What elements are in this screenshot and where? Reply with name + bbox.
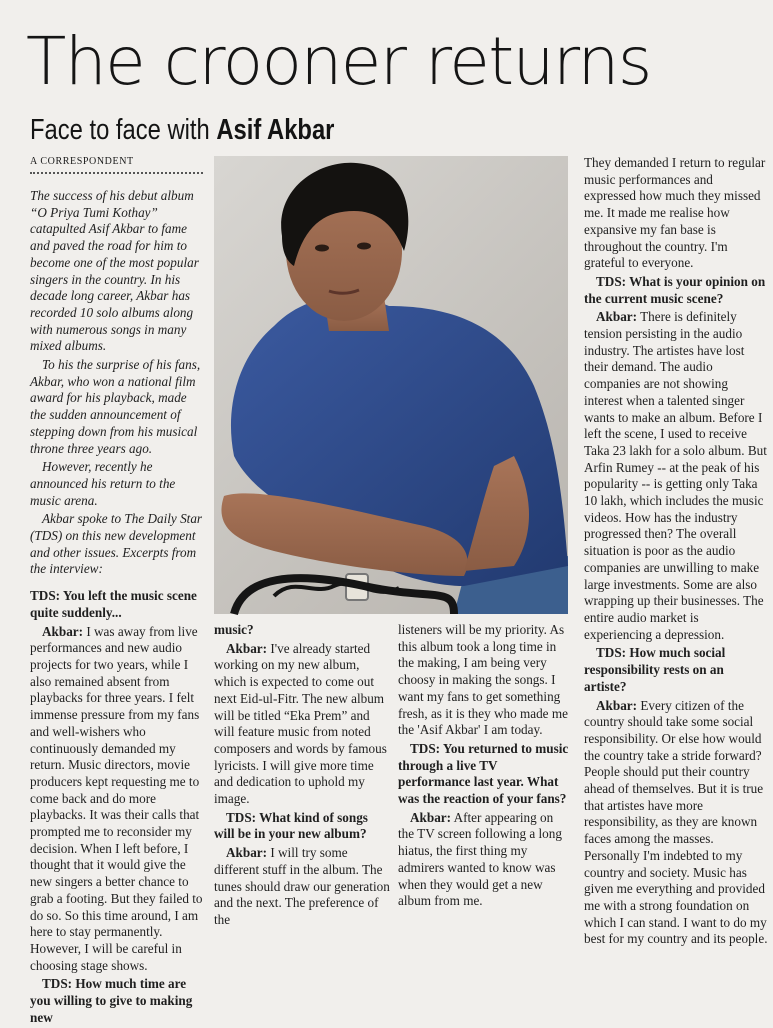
speaker: Akbar:	[596, 697, 638, 713]
question: TDS: What is your opinion on the current music scene?	[584, 273, 766, 306]
answer	[584, 698, 768, 949]
speaker: Akbar:	[226, 845, 268, 861]
question: TDS: You returned to music through a live TV performance last year. What was the reaction of your fans?	[398, 740, 569, 807]
answer-continued: listeners will be my priority. As this album took a long time in the making, I am being very choosy in making the songs. I want my fans to get something fresh, as it is they who made me the 'Asif Akbar' I am today.	[398, 622, 568, 738]
question: TDS: You left the music scene quite suddenly...	[30, 588, 197, 620]
speaker: Akbar:	[410, 809, 452, 825]
answer-continued: They demanded I return to regular music performances and expressed how much they missed me. It made me realise how expansive my fan base is throughout the country. I'm grateful to everyone.	[584, 155, 766, 271]
column-1	[30, 188, 206, 1028]
portrait-photo	[214, 156, 568, 614]
speaker: Akbar:	[226, 640, 268, 656]
answer-text: I was away from live performances and new audio projects for two years, while I also remained absent from playbacks for three years. I felt immense pressure from my fans and well-wishers who continuously demanded my return. Music directors, movie producers kept requesting me to come back and do more playbacks. It was their calls that prompted me to reconsider my decision. When I left before, I thought that it would give the new singers a better chance to grab a footing. But they failed to do so. So this time around, I am here to stay permanently. However, I will be careful in choosing stage shows.	[30, 623, 203, 973]
intro-paragraph: The success of his debut album “O Priya Tumi Kothay” catapulted Asif Akbar to fame and paved the road for him to become one of the most popular singers in the country. In his decade long career, Akbar has recorded 10 solo albums along with numerous songs in many mixed albums.	[30, 188, 199, 354]
question: music?	[214, 622, 254, 637]
answer	[398, 810, 570, 910]
subhead-lead: Face to face with	[30, 114, 217, 146]
question: TDS: How much time are you willing to give to making new	[30, 976, 193, 1025]
subhead-name: Asif Akbar	[216, 114, 335, 146]
column-2	[214, 622, 390, 931]
speaker: Akbar:	[596, 309, 638, 325]
byline: A CORRESPONDENT	[30, 156, 134, 167]
intro-paragraph: However, recently he announced his return to the music arena.	[30, 459, 176, 508]
answer-text: I've already started working on my new album, which is expected to come out next Eid-ul-Fitr. The new album will be titled “Eka Prem” and will feature music from noted composers and words by famous lyricists. I will give more time and dedication to uphold my image.	[214, 640, 387, 807]
headline: The crooner returns	[26, 23, 651, 100]
speaker: Akbar:	[42, 623, 84, 639]
portrait-illustration	[214, 156, 568, 614]
intro	[30, 188, 206, 578]
question: TDS: What kind of songs will be in your new album?	[214, 809, 368, 842]
column-3	[398, 622, 570, 912]
answer-text: Every citizen of the country should take some social responsibility. Or else how would the country take a stride forward? People should put their country ahead of themselves. But it is true that artistes have more responsibility, as they are known faces among the masses. Personally I'm indebted to my country and society. Music has given me everything and provided me with a strong foundation on which I can stand. I want to do my best for my country and its people.	[584, 697, 768, 947]
byline-divider	[30, 172, 203, 174]
intro-paragraph: To his the surprise of his fans, Akbar, who won a national film award for his playback, made the sudden announcement of stepping down from his musical throne three years ago.	[30, 357, 201, 456]
answer-text: There is definitely tension persisting in the audio industry. The artistes have lost their demand. The audio companies are not showing interest when a talented singer wants to make an album. Before I left the scene, I used to receive Taka 23 lakh for a solo album. But Arfin Rumey -- at the peak of his popularity -- is getting only Taka 10 lakh, which includes the music videos. How has the industry progressed then? The overall situation is poor as the audio companies are unwilling to make large investments. Some are also wrapping up their businesses. The entire audio market is experiencing a depression.	[584, 309, 767, 642]
answer	[214, 641, 390, 808]
answer-text: I will try some different stuff in the album. The tunes should draw our generation and the next. The preference of the	[214, 845, 390, 927]
answer	[30, 624, 206, 975]
answer	[584, 309, 768, 643]
question: TDS: How much social responsibility rests on an artiste?	[584, 645, 726, 694]
column-4	[584, 155, 768, 950]
intro-paragraph: Akbar spoke to The Daily Star (TDS) on this new development and other issues. Excerpts from the interview:	[30, 511, 203, 577]
answer	[214, 845, 390, 929]
answer-text: After appearing on the TV screen following a long hiatus, the first thing my admirers wanted to know was when they would get a new album from me.	[398, 809, 562, 909]
subheadline	[30, 110, 334, 150]
